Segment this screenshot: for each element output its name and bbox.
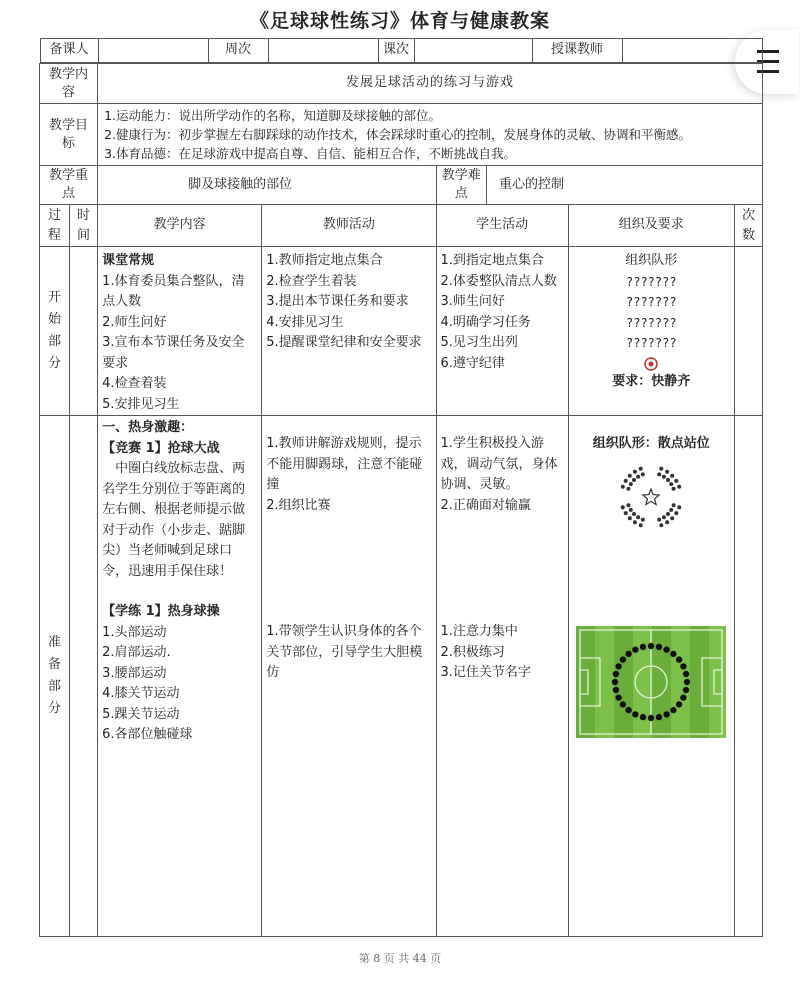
student-dot	[629, 482, 633, 486]
student-dot	[657, 518, 661, 522]
player-dot	[613, 687, 619, 693]
start-section-label: 开始部分	[40, 247, 70, 416]
start-time	[70, 247, 98, 416]
student-dot	[672, 487, 676, 491]
org-requirement: 要求：快静齐	[612, 373, 691, 389]
player-dot	[632, 647, 638, 653]
key-label: 教学重点	[40, 166, 98, 205]
student-dot	[624, 511, 628, 515]
player-dot	[670, 651, 676, 657]
student-dot	[632, 512, 636, 516]
start-organization	[568, 247, 734, 416]
student-dot	[677, 505, 681, 509]
lesson-plan-table	[39, 38, 763, 937]
teacher-item: 5.提醒课堂纪律和安全要求	[266, 335, 422, 350]
header-row	[40, 38, 763, 64]
content-item: 2.师生问好	[102, 314, 167, 330]
student-dot	[672, 503, 676, 507]
student-drill-item: 1.注意力集中	[440, 624, 518, 639]
student-dot	[662, 475, 666, 479]
content-row	[40, 64, 763, 104]
drill-item: 2.肩部运动.	[102, 645, 171, 660]
start-count	[734, 247, 762, 416]
student-dot	[641, 473, 645, 477]
student-dot	[628, 516, 632, 520]
goals-row	[40, 104, 763, 166]
student-item: 1.到指定地点集合	[440, 253, 544, 268]
student-dot	[666, 478, 670, 482]
student-dot	[669, 482, 673, 486]
student-game: 1.学生积极投入游戏，调动气氛，身体协调、灵敏。	[440, 436, 558, 492]
player-dot	[616, 663, 622, 669]
student-item: 3.师生问好	[440, 294, 505, 309]
start-content	[98, 247, 262, 416]
player-dot	[620, 701, 626, 707]
student-dot	[675, 511, 679, 515]
student-drill-item: 3.记住关节名字	[440, 665, 531, 680]
teacher-game: 1.教师讲解游戏规则，提示不能用脚踢球，注意不能碰撞	[266, 436, 423, 492]
drill-item: 1.头部运动	[102, 624, 167, 640]
student-dot	[639, 467, 643, 471]
student-dot	[665, 470, 669, 474]
soccer-field-diagram	[576, 626, 726, 738]
student-dot	[670, 474, 674, 478]
prep-organization	[568, 416, 734, 937]
player-dot	[670, 707, 676, 713]
student-drill-item: 2.积极练习	[440, 644, 505, 660]
goals-label: 教学目标	[40, 104, 98, 166]
col-teacher: 教师活动	[262, 205, 436, 247]
instructor-value	[622, 39, 762, 63]
student-dot	[669, 508, 673, 512]
instructor-label: 授课教师	[532, 39, 622, 63]
student-dot	[624, 479, 628, 483]
player-dot	[648, 715, 654, 721]
student-game: 2.正确面对输赢	[440, 497, 531, 513]
week-label: 周次	[208, 39, 268, 63]
student-dot	[621, 505, 625, 509]
student-dot	[627, 503, 631, 507]
col-student: 学生活动	[436, 205, 568, 247]
lesson-plan-sheet	[39, 38, 763, 937]
formation-row: ???????	[626, 295, 677, 309]
teacher-marker-icon	[643, 356, 659, 372]
scatter-formation-diagram	[616, 462, 686, 532]
student-dot	[636, 475, 640, 479]
player-dot	[664, 647, 670, 653]
teacher-star-icon	[643, 489, 659, 505]
player-dot	[626, 651, 632, 657]
start-teacher	[262, 247, 436, 416]
student-dot	[677, 485, 681, 489]
student-dot	[641, 518, 645, 522]
drill-item: 3.腰部运动	[102, 665, 167, 681]
student-dot	[657, 473, 661, 477]
teacher-item: 2.检查学生着装	[266, 273, 357, 289]
student-dot	[627, 487, 631, 491]
student-dot	[662, 515, 666, 519]
player-dot	[640, 714, 646, 720]
org-title: 组织队形	[625, 253, 678, 268]
goals-list	[98, 104, 763, 166]
warmup-title: 一、热身激趣：	[102, 420, 194, 435]
drill-title: 【学练 1】热身球操	[102, 604, 220, 619]
game-description: 中圈白线放标志盘、两名学生分别位于等距离的左右侧、根据老师提示做对于动作（小步走、踮脚尖）当老师喊到足球口令，迅速用手保住球！	[102, 461, 246, 579]
page-title: 《足球球性练习》体育与健康教案	[249, 10, 550, 32]
formation-row: ???????	[626, 336, 677, 350]
prep-time	[70, 416, 98, 937]
col-organization: 组织及要求	[568, 205, 734, 247]
key-row	[40, 166, 763, 205]
player-dot	[680, 663, 686, 669]
player-dot	[676, 657, 682, 663]
key-value: 脚及球接触的部位	[98, 166, 436, 205]
player-dot	[632, 711, 638, 717]
teacher-item: 4.安排见习生	[266, 314, 344, 330]
content-item: 1.体育委员集合整队，清点人数	[102, 273, 245, 309]
player-dot	[683, 671, 689, 677]
prep-student	[436, 416, 568, 937]
content-title: 课堂常规	[102, 253, 155, 268]
col-process: 过程	[40, 205, 70, 247]
player-dot	[616, 695, 622, 701]
prep-teacher-label: 备课人	[40, 39, 98, 63]
difficulty-value: 重心的控制	[499, 176, 565, 192]
col-time: 时间	[70, 205, 98, 247]
page-footer: 第 8 页 共 44 页	[358, 952, 442, 965]
start-section-row	[40, 247, 763, 416]
content-item: 4.检查着装	[102, 376, 167, 391]
content-label: 教学内容	[40, 64, 98, 104]
player-dot	[656, 714, 662, 720]
prep-content	[98, 416, 262, 937]
student-dot	[660, 467, 664, 471]
teacher-item: 1.教师指定地点集合	[266, 253, 383, 268]
student-dot	[665, 520, 669, 524]
student-dot	[660, 523, 664, 527]
student-item: 5.见习生出列	[440, 335, 518, 350]
column-header-row	[40, 205, 763, 247]
prep-org-title: 组织队形：散点站位	[592, 436, 710, 451]
student-item: 2.体委整队清点人数	[440, 273, 557, 289]
prep-teacher-value	[98, 39, 208, 63]
col-count: 次数	[734, 205, 762, 247]
teacher-drill: 1.带领学生认识身体的各个关节部位，引导学生大胆模仿	[266, 624, 423, 680]
player-dot	[620, 657, 626, 663]
student-dot	[666, 512, 670, 516]
drill-item: 4.膝关节运动	[102, 686, 180, 701]
goal-item: 2.健康行为：初步掌握左右脚踩球的动作技术，体会踩球时重心的控制，发展身体的灵敏、协调和平衡感。	[104, 127, 691, 142]
formation-row: ???????	[626, 315, 677, 330]
student-dot	[675, 479, 679, 483]
drill-item: 6.各部位触碰球	[102, 727, 193, 742]
col-content: 教学内容	[98, 205, 262, 247]
player-dot	[680, 695, 686, 701]
player-dot	[612, 679, 618, 685]
player-dot	[684, 679, 690, 685]
student-dot	[636, 515, 640, 519]
student-dot	[633, 470, 637, 474]
student-item: 6.遵守纪律	[440, 355, 505, 371]
student-item: 4.明确学习任务	[440, 314, 531, 330]
game-title: 【竞赛 1】抢球大战	[102, 440, 220, 456]
prep-teacher	[262, 416, 436, 937]
student-dot	[628, 474, 632, 478]
player-dot	[640, 644, 646, 650]
player-dot	[626, 707, 632, 713]
player-dot	[683, 687, 689, 693]
week-value	[268, 39, 378, 63]
prep-section-row	[40, 416, 763, 937]
drill-item: 5.踝关节运动	[102, 706, 180, 722]
player-dot	[664, 711, 670, 717]
content-item: 3.宣布本节课任务及安全要求	[102, 335, 245, 371]
player-dot	[613, 671, 619, 677]
goal-item: 1.运动能力：说出所学动作的名称，知道脚及球接触的部位。	[104, 108, 441, 123]
student-dot	[621, 485, 625, 489]
lesson-label: 课次	[378, 39, 414, 63]
player-dot	[676, 701, 682, 707]
student-dot	[633, 520, 637, 524]
student-dot	[632, 478, 636, 482]
difficulty-label: 教学难点	[437, 166, 487, 204]
teacher-game: 2.组织比赛	[266, 497, 331, 513]
teacher-item: 3.提出本节课任务和要求	[266, 294, 409, 309]
lesson-value	[414, 39, 532, 63]
student-dot	[629, 508, 633, 512]
formation-row: ???????	[626, 274, 677, 289]
player-dot	[656, 644, 662, 650]
student-dot	[670, 516, 674, 520]
content-value: 发展足球活动的练习与游戏	[98, 64, 763, 104]
goal-item: 3.体育品德：在足球游戏中提高自尊、自信、能相互合作，不断挑战自我。	[104, 146, 516, 161]
start-student	[436, 247, 568, 416]
student-dot	[639, 523, 643, 527]
content-item: 5.安排见习生	[102, 396, 180, 412]
prep-count	[734, 416, 762, 937]
player-dot	[648, 643, 654, 649]
prep-section-label: 准备部分	[40, 416, 70, 937]
